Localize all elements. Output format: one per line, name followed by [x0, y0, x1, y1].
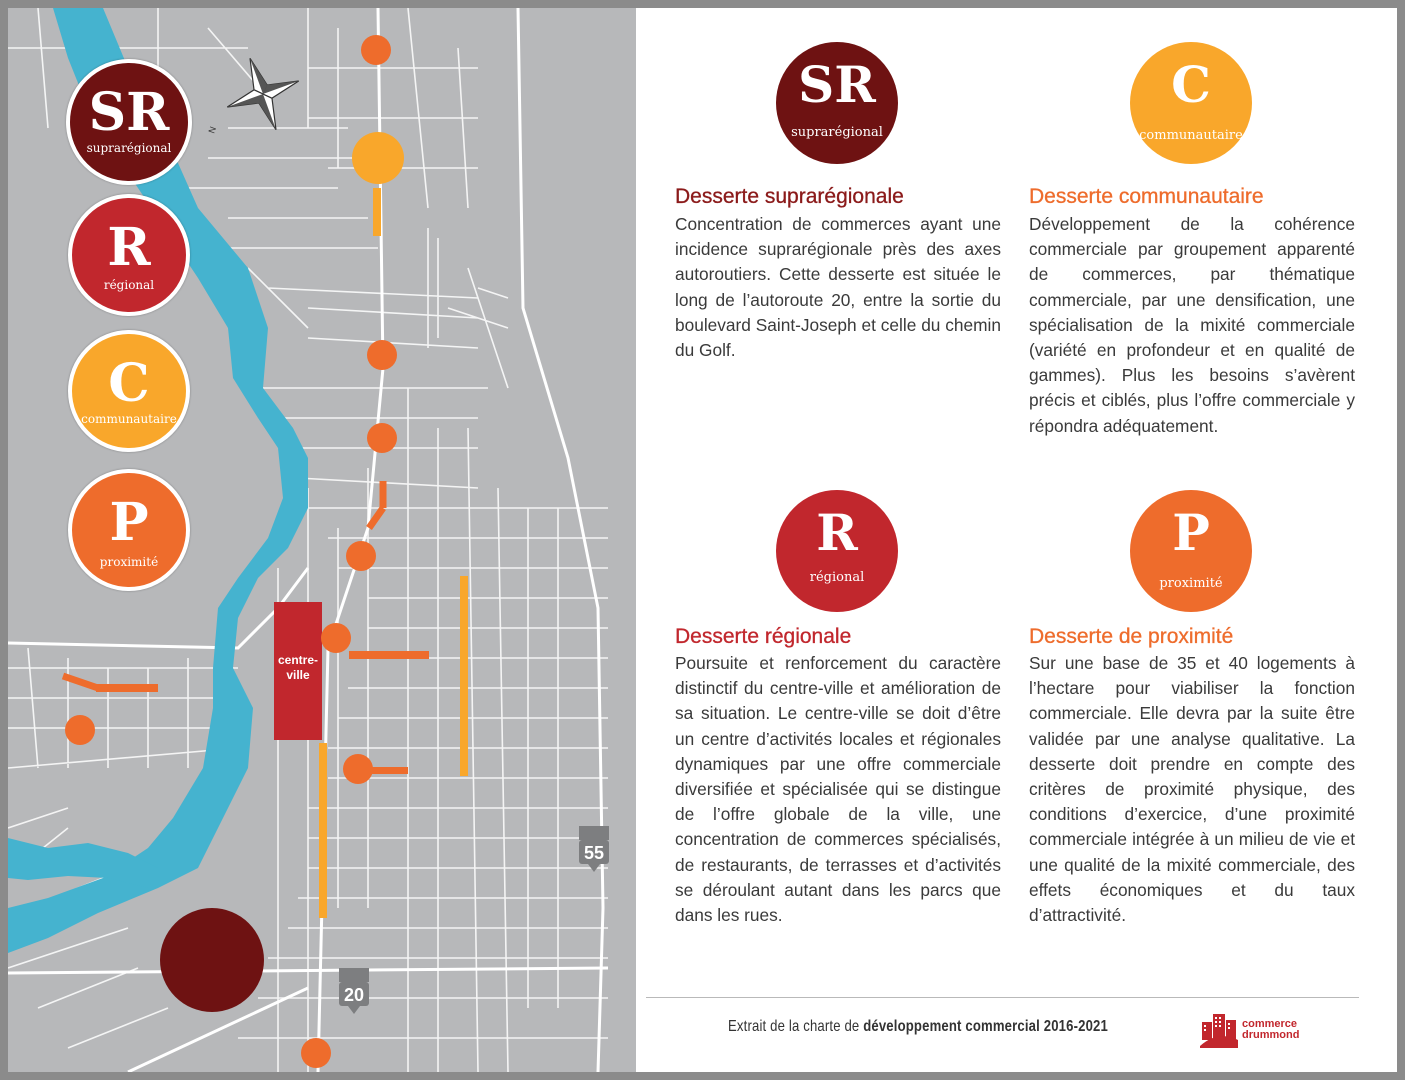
category-title-regional: Desserte régionale [675, 625, 852, 648]
proximity-point [367, 423, 397, 453]
legend-community [68, 330, 190, 452]
legend-proximity [68, 469, 190, 591]
category-letter: SR [798, 55, 876, 114]
highway-20-shield [339, 968, 369, 1014]
proximity-point [301, 1038, 331, 1068]
category-label: suprarégional [791, 125, 883, 140]
category-text-community: Développement de la cohérence commerciale par groupement apparenté de commerces, par thématique commerciale, par une densification, une spécialisation de la mixité commerciale (variété en profondeur et en qualité de gammes). Plus les besoins s’avèrent précis et ciblés, plus l’offre commerciale y répondra adéquatement. [1029, 214, 1355, 436]
legend-label: proximité [99, 555, 159, 569]
category-letter: P [1172, 503, 1210, 562]
legend-label: régional [103, 278, 155, 292]
proximity-point [321, 623, 351, 653]
logo-line1: commerce [1242, 1018, 1298, 1030]
category-title-supraregional: Desserte suprarégionale [675, 185, 904, 208]
map-panel[interactable] [8, 8, 636, 1072]
proximity-point [65, 715, 95, 745]
category-letter: R [816, 503, 858, 562]
legend-letter: C [108, 353, 150, 414]
legend-letter: P [109, 492, 149, 553]
legend-label: suprarégional [86, 141, 172, 155]
category-circle-community [1130, 42, 1252, 164]
compass-north-label: N [206, 125, 219, 135]
category-letter: C [1171, 55, 1211, 114]
footer-prefix: Extrait de la charte de [728, 1018, 864, 1035]
category-text-supraregional: Concentration de commerces ayant une incidence suprarégionale près des axes autoroutiers. Cette desserte est située le long de l’autoroute 20, entre la sortie du boulevard Saint-Joseph et celle du chemin du Golf. [675, 214, 1001, 361]
category-label: proximité [1159, 576, 1223, 591]
category-label: régional [809, 570, 865, 585]
category-text-regional: Poursuite et renforcement du caractère distinctif du centre-ville et amélioration de sa situation. Le centre-ville se doit d’être un centre d’activités locales et régionales dynamiques par une offre commerciale diversifiée et spécialisée qui se distingue de l’offre globale de la ville, une concentration de commerces spécialisés, de restaurants, de terrasses et d’activités se déroulant autant dans les parcs que dans les rues. [675, 653, 1001, 926]
legend-regional [68, 194, 190, 316]
logo-building-icon [1200, 1012, 1240, 1048]
footer-caption [728, 1018, 1108, 1036]
category-text-proximity: Sur une base de 35 et 40 logements à l’hectare pour viabiliser la fonction commerciale. Elle devra par la suite être validée par une analyse qualitative. La desserte doit prendre en compte des critères de proximité physique, des conditions d’exercice, d’une proximité commerciale intégrée à un milieu de vie et une qualité de la mixité commerciale, des effets économiques et du taux d’attractivité. [1029, 653, 1355, 926]
legend-supraregional [66, 59, 192, 185]
proximity-point [361, 35, 391, 65]
proximity-point [346, 541, 376, 571]
logo-line2: drummond [1242, 1029, 1300, 1041]
river-branch [8, 838, 158, 888]
proximity-point [367, 340, 397, 370]
svg-text:20: 20 [343, 985, 365, 1005]
downtown-label: centre- ville [277, 653, 318, 682]
category-title-community: Desserte communautaire [1029, 185, 1264, 208]
proximity-point [343, 754, 373, 784]
community-point [352, 132, 404, 184]
highway-55-shield [579, 826, 609, 872]
logo-text [1242, 1019, 1299, 1041]
category-label: communautaire [1139, 128, 1243, 143]
category-title-proximity: Desserte de proximité [1029, 625, 1234, 648]
footer-bold: développement commercial 2016-2021 [863, 1018, 1108, 1035]
legend-letter: SR [88, 82, 170, 143]
footer-divider [646, 997, 1359, 998]
category-circle-regional [776, 490, 898, 612]
legend-letter: R [107, 217, 151, 278]
commerce-drummond-logo[interactable] [1200, 1012, 1310, 1048]
legend-label: communautaire [81, 412, 177, 426]
supraregional-point [160, 908, 264, 1012]
category-circle-supraregional [776, 42, 898, 164]
category-circle-proximity [1130, 490, 1252, 612]
svg-text:55: 55 [583, 843, 605, 863]
